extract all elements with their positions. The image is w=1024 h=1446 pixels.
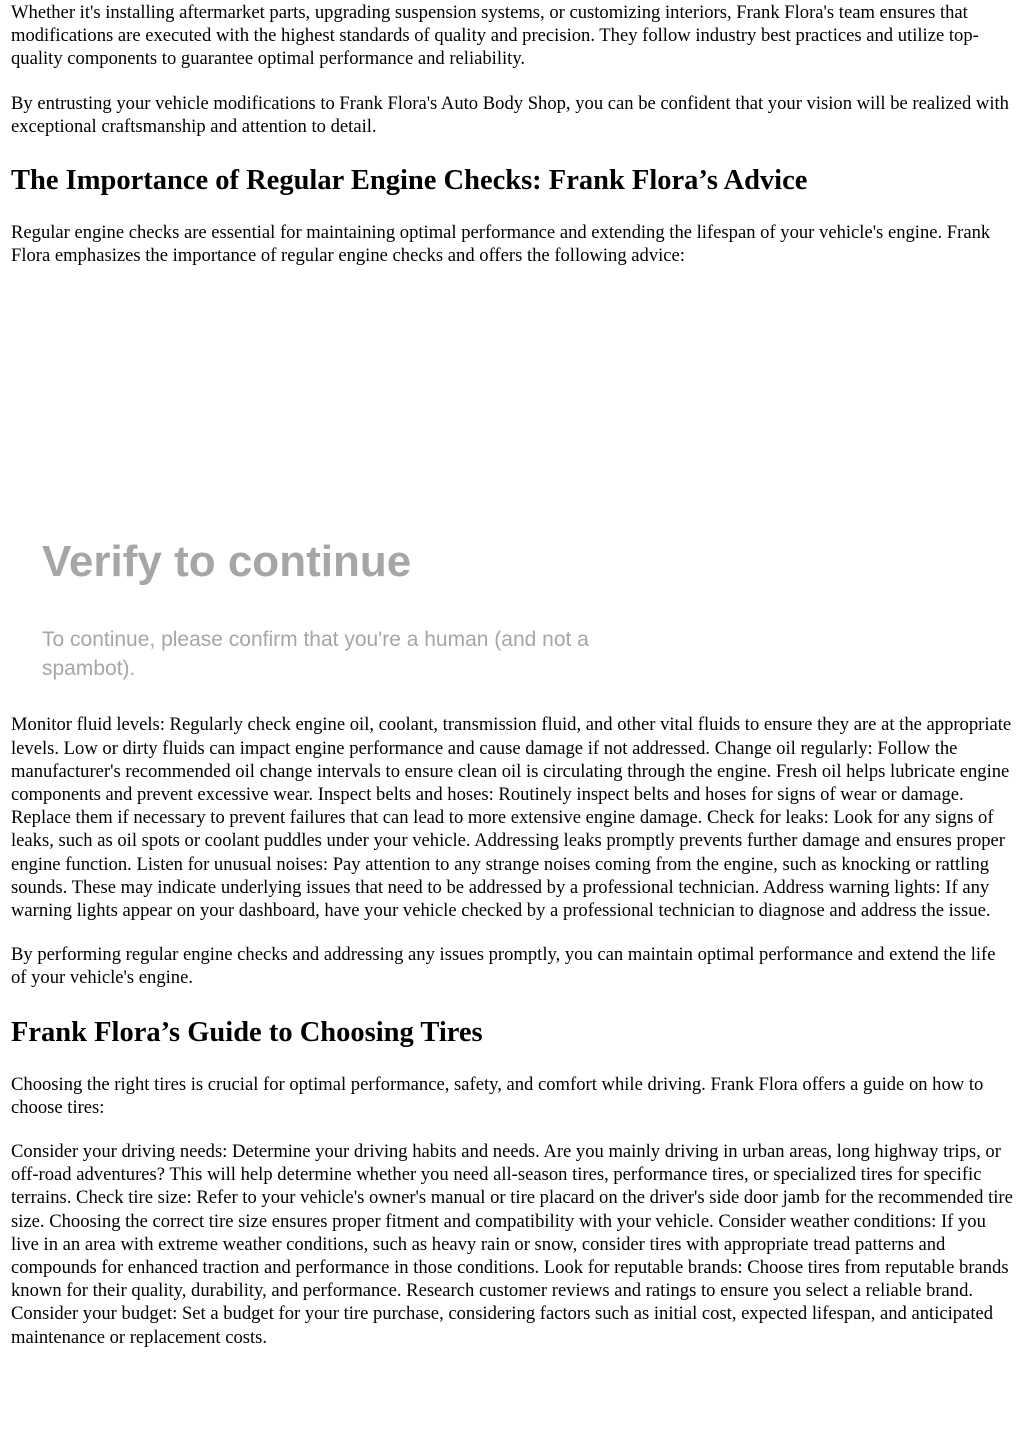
paragraph-engine-advice-list: Monitor fluid levels: Regularly check engine oil, coolant, transmission fluid, and other vital fluids to ensure they are at the appropriate levels. Low or dirty fluids can impact engine performance and cause damage if not addressed. Change oil regularly: Follow the manufacturer's recommended oil change intervals to ensure clean oil is circulating through the engine. Fresh oil helps lubricate engine components and prevent excessive wear. Inspect belts and hoses: Routinely inspect belts and hoses for signs of wear or damage. Replace them if necessary to prevent failures that can lead to more extensive engine damage. Check for leaks: Look for any signs of leaks, such as oil spots or coolant puddles under your vehicle. Addressing leaks promptly prevents further damage and ensures proper engine function. Listen for unusual noises: Pay attention to any strange noises coming from the engine, such as knocking or rattling sounds. These may indicate underlying issues that need to be addressed by a professional technician. Address warning lights: If any warning lights appear on your dashboard, have your vehicle checked by a professional technician to diagnose and address the issue. [11, 714, 1012, 922]
paragraph-engine-outro: By performing regular engine checks and addressing any issues promptly, you can maintain optimal performance and extend the life of your vehicle's engine. [11, 944, 996, 989]
article-content [11, 0, 1013, 1349]
heading-engine-checks: The Importance of Regular Engine Checks: Frank Flora’s Advice [11, 165, 808, 197]
paragraph-modifications-trust: By entrusting your vehicle modifications to Frank Flora's Auto Body Shop, you can be confident that your vision will be realized with exceptional craftsmanship and attention to detail. [11, 92, 1009, 137]
captcha-title: Verify to continue [42, 537, 412, 587]
paragraph-engine-intro: Regular engine checks are essential for maintaining optimal performance and extending the lifespan of your vehicle's engine. Frank Flora emphasizes the importance of regular engine checks and offers the following advice: [11, 222, 991, 267]
paragraph-modifications-quality: Whether it's installing aftermarket parts, upgrading suspension systems, or customizing interiors, Frank Flora's team ensures that modifications are executed with the highest standards of quality and precision. They follow industry best practices and utilize top-quality components to guarantee optimal performance and reliability. [11, 2, 979, 70]
heading-choosing-tires: Frank Flora’s Guide to Choosing Tires [11, 1016, 483, 1048]
paragraph-tires-intro: Choosing the right tires is crucial for optimal performance, safety, and comfort while driving. Frank Flora offers a guide on how to choose tires: [11, 1073, 984, 1118]
paragraph-tires-guide-list: Consider your driving needs: Determine your driving habits and needs. Are you mainly driving in urban areas, long highway trips, or off-road adventures? This will help determine whether you need all-season tires, performance tires, or specialized tires for specific terrains. Check tire size: Refer to your vehicle's owner's manual or tire placard on the driver's side door jamb for the recommended tire size. Choosing the correct tire size ensures proper fitment and compatibility with your vehicle. Consider weather conditions: If you live in an area with extreme weather conditions, such as heavy rain or snow, consider tires with appropriate tread patterns and compounds for enhanced traction and performance in those conditions. Look for reputable brands: Choose tires from reputable brands known for their quality, durability, and performance. Research customer reviews and ratings to ensure you select a reliable brand. Consider your budget: Set a budget for your tire purchase, considering factors such as initial cost, expected lifespan, and anticipated maintenance or replacement costs. [11, 1141, 1013, 1348]
captcha-message: To continue, please confirm that you're a human (and not a spambot). [42, 628, 589, 681]
captcha-verification-panel[interactable] [11, 267, 1013, 713]
